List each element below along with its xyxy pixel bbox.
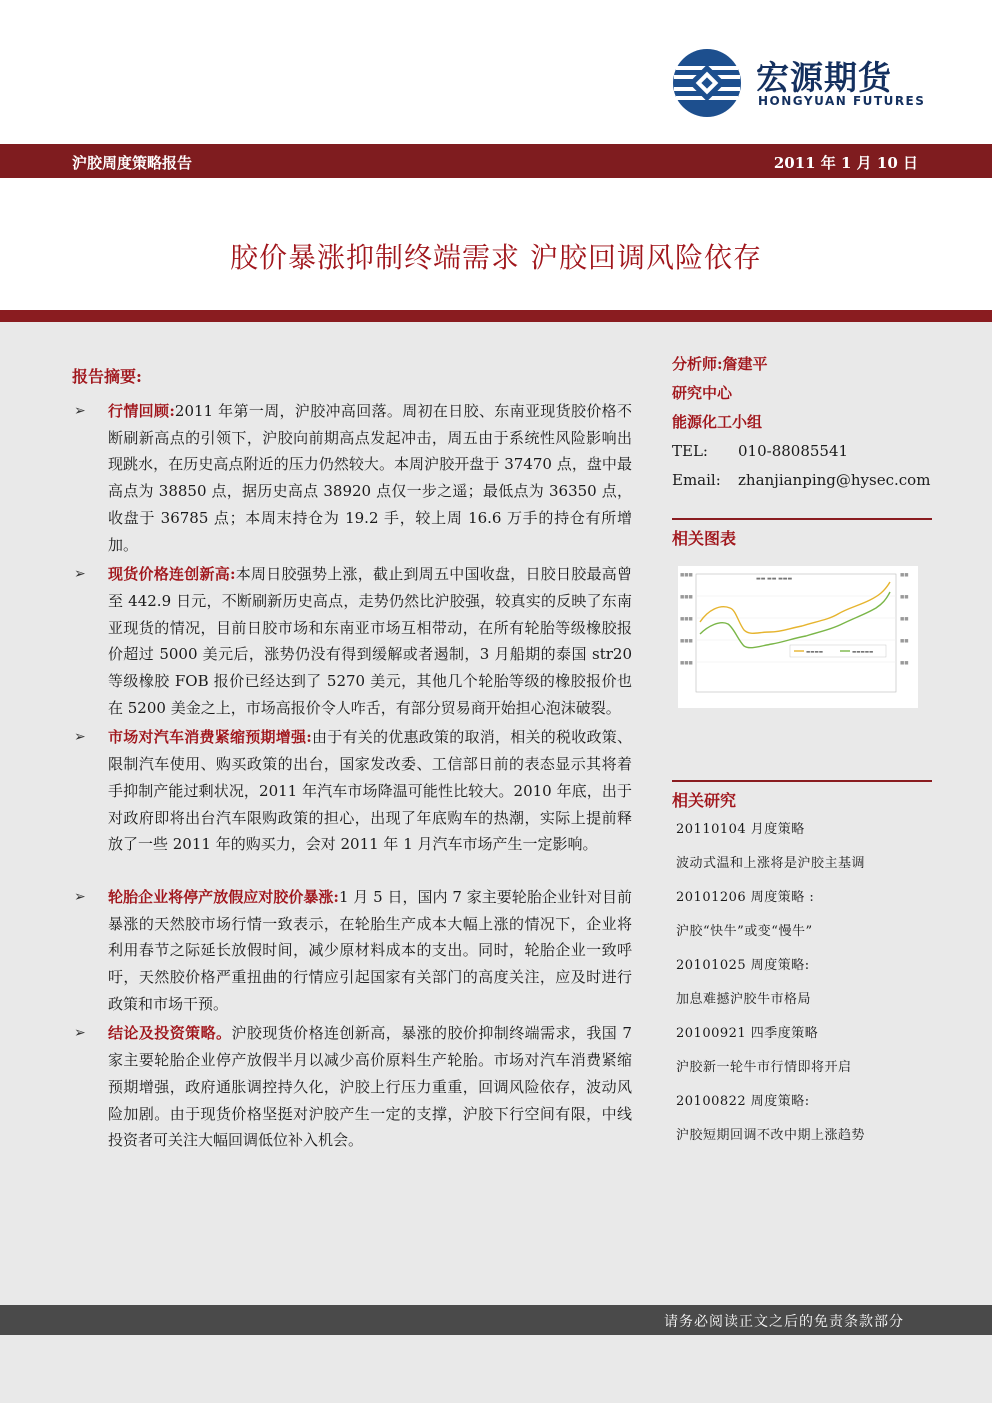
- research-title-item[interactable]: 沪胶短期回调不改中期上涨趋势: [676, 1128, 866, 1143]
- summary-item-lead: 市场对汽车消费紧缩预期增强:: [108, 728, 312, 747]
- arrow-bullet-icon: ➢: [74, 566, 86, 583]
- arrow-bullet-icon: ➢: [74, 403, 86, 419]
- svg-text:■■: ■■: [900, 595, 909, 600]
- disclaimer-bar: [0, 1305, 992, 1335]
- hongyuan-logo-icon: [672, 48, 742, 118]
- research-title-item[interactable]: 波动式温和上涨将是沪胶主基调: [676, 856, 866, 871]
- related-charts-title: 相关图表: [672, 529, 737, 548]
- svg-text:■■■: ■■■: [680, 661, 693, 666]
- summary-item: [72, 724, 632, 858]
- analyst-name: 分析师:詹建平: [672, 355, 768, 373]
- svg-text:■■■: ■■■: [680, 573, 693, 578]
- svg-text:▬▬▬▬▬: ▬▬▬▬▬: [852, 650, 874, 655]
- email-label: Email:: [672, 471, 721, 489]
- brand-name-en: HONGYUAN FUTURES: [758, 94, 926, 108]
- research-date-item[interactable]: 20100921 四季度策略: [676, 1026, 819, 1041]
- research-date-item[interactable]: 20110104 月度策略: [676, 822, 805, 837]
- disclaimer-text[interactable]: 请务必阅读正文之后的免责条款部分: [664, 1314, 904, 1330]
- related-research-heading: [672, 780, 932, 811]
- report-date: 2011 年 1 月 10 日: [773, 154, 918, 172]
- research-title-item[interactable]: 加息难撼沪胶牛市格局: [676, 992, 812, 1007]
- price-trend-chart: [678, 566, 918, 708]
- svg-text:▬▬▬▬: ▬▬▬▬: [806, 650, 824, 655]
- summary-item-text: 由于有关的优惠政策的取消，相关的税收政策、限制汽车使用、购买政策的出台，国家发改委、工信部日前的表态显示其将着手抑制产能过剩状况，2011 年汽车市场降温可能性比较大。2010 年底，出于对政府即将出台汽车限购政策的担心，出现了年底购车的热潮，实际上提前释放了一些 2011 年的购买力，会对 2011 年 1 月汽车市场产生一定影响。: [108, 728, 632, 854]
- arrow-bullet-icon: ➢: [74, 729, 86, 746]
- research-title-item[interactable]: 沪胶“快牛”或变“慢牛”: [676, 924, 813, 939]
- svg-text:■■: ■■: [900, 639, 909, 644]
- svg-text:■■■: ■■■: [680, 595, 693, 600]
- related-charts-heading: [672, 518, 932, 549]
- title-divider: [0, 310, 992, 322]
- report-type: 沪胶周度策略报告: [72, 154, 193, 172]
- summary-item-text: 沪胶现货价格连创新高，暴涨的胶价抑制终端需求，我国 7 家主要轮胎企业停产放假半月以减少高价原料生产轮胎。市场对汽车消费紧缩预期增强，政府通胀调控持久化，沪胶上行压力重重，回调风险依存，波动风险加剧。由于现货价格坚挺对沪胶产生一定的支撑，沪胶下行空间有限，中线投资者可关注大幅回调低位补入机会。: [108, 1024, 632, 1150]
- summary-item: [72, 398, 632, 558]
- summary-item-text: 1 月 5 日，国内 7 家主要轮胎企业针对目前暴涨的天然胶市场行情一致表示，在轮胎生产成本大幅上涨的情况下，企业将利用春节之际延长放假时间，减少原材料成本的支出。同时，轮胎企业一致呼吁，天然胶价格严重扭曲的行情应引起国家有关部门的高度关注，应及时进行政策和市场干预。: [108, 887, 632, 1013]
- summary-label: 报告摘要:: [72, 367, 142, 386]
- header-bar: [0, 144, 992, 178]
- related-research-list: [676, 813, 932, 1153]
- summary-item: [72, 561, 632, 721]
- svg-text:■■■: ■■■: [680, 617, 693, 622]
- tel-value: 010-88085541: [738, 442, 849, 460]
- summary-item-text: 本周日胶强势上涨，截止到周五中国收盘，日胶日胶最高曾至 442.9 日元，不断刷新历史高点，走势仍然比沪胶强，较真实的反映了东南亚现货的情况，目前日胶市场和东南亚市场互相带动，在所有轮胎等级橡胶报价超过 5000 美元后，涨势仍没有得到缓解或者遏制，3 月船期的泰国 str20 等级橡胶 FOB 报价已经达到了 5270 美元，其他几个轮胎等级的橡胶报价也在 5200 美金之上，市场高报价令人咋舌，有部分贸易商开始担心泡沫破裂。: [108, 565, 632, 717]
- summary-item-lead: 结论及投资策略。: [108, 1024, 232, 1043]
- arrow-bullet-icon: ➢: [74, 1025, 86, 1042]
- summary-item-lead: 现货价格连创新高:: [108, 565, 236, 584]
- analyst-info: [672, 350, 932, 495]
- research-date-item[interactable]: 20101025 周度策略:: [676, 958, 810, 973]
- summary-item: [72, 884, 632, 1018]
- summary-list: [72, 398, 632, 1154]
- email-value[interactable]: zhanjianping@hysec.com: [738, 471, 931, 489]
- summary-item-lead: 轮胎企业将停产放假应对胶价暴涨:: [108, 887, 339, 906]
- svg-text:▬▬ ▬▬ ▬▬▬: ▬▬ ▬▬ ▬▬▬: [756, 576, 793, 582]
- tel-label: TEL:: [672, 442, 708, 460]
- arrow-bullet-icon: ➢: [74, 888, 86, 905]
- summary-item-text: 2011 年第一周，沪胶冲高回落。周初在日胶、东南亚现货胶价格不断刷新高点的引领下，沪胶向前期高点发起冲击，周五由于系统性风险影响出现跳水，在历史高点附近的压力仍然较大。本周沪胶开盘于 37470 点，盘中最高点为 38850 点，据历史高点 38920 点仅一步之遥；最低点为 36350 点，收盘于 36785 点；本周末持仓为 19.2 手，较上周 16.6 万手的持仓有所增加。: [108, 402, 632, 554]
- research-date-item[interactable]: 20100822 周度策略:: [676, 1094, 810, 1109]
- summary-item: [72, 1020, 632, 1154]
- brand-name-cn: 宏源期货: [756, 58, 892, 97]
- brand-logo: [672, 48, 926, 118]
- related-chart-thumbnail[interactable]: [678, 566, 918, 708]
- report-title: 胶价暴涨抑制终端需求 沪胶回调风险依存: [230, 241, 762, 274]
- svg-text:■■: ■■: [900, 573, 909, 578]
- group-name: 能源化工小组: [672, 413, 763, 431]
- related-research-title: 相关研究: [672, 791, 737, 810]
- svg-text:■■■: ■■■: [680, 639, 693, 644]
- email-row: [672, 466, 932, 495]
- svg-text:■■: ■■: [900, 617, 909, 622]
- department: 研究中心: [672, 384, 733, 402]
- research-date-item[interactable]: 20101206 周度策略 :: [676, 890, 815, 905]
- svg-text:■■: ■■: [900, 661, 909, 666]
- research-title-item[interactable]: 沪胶新一轮牛市行情即将开启: [676, 1060, 852, 1075]
- tel-row: [672, 437, 932, 466]
- summary-item-lead: 行情回顾:: [108, 402, 175, 420]
